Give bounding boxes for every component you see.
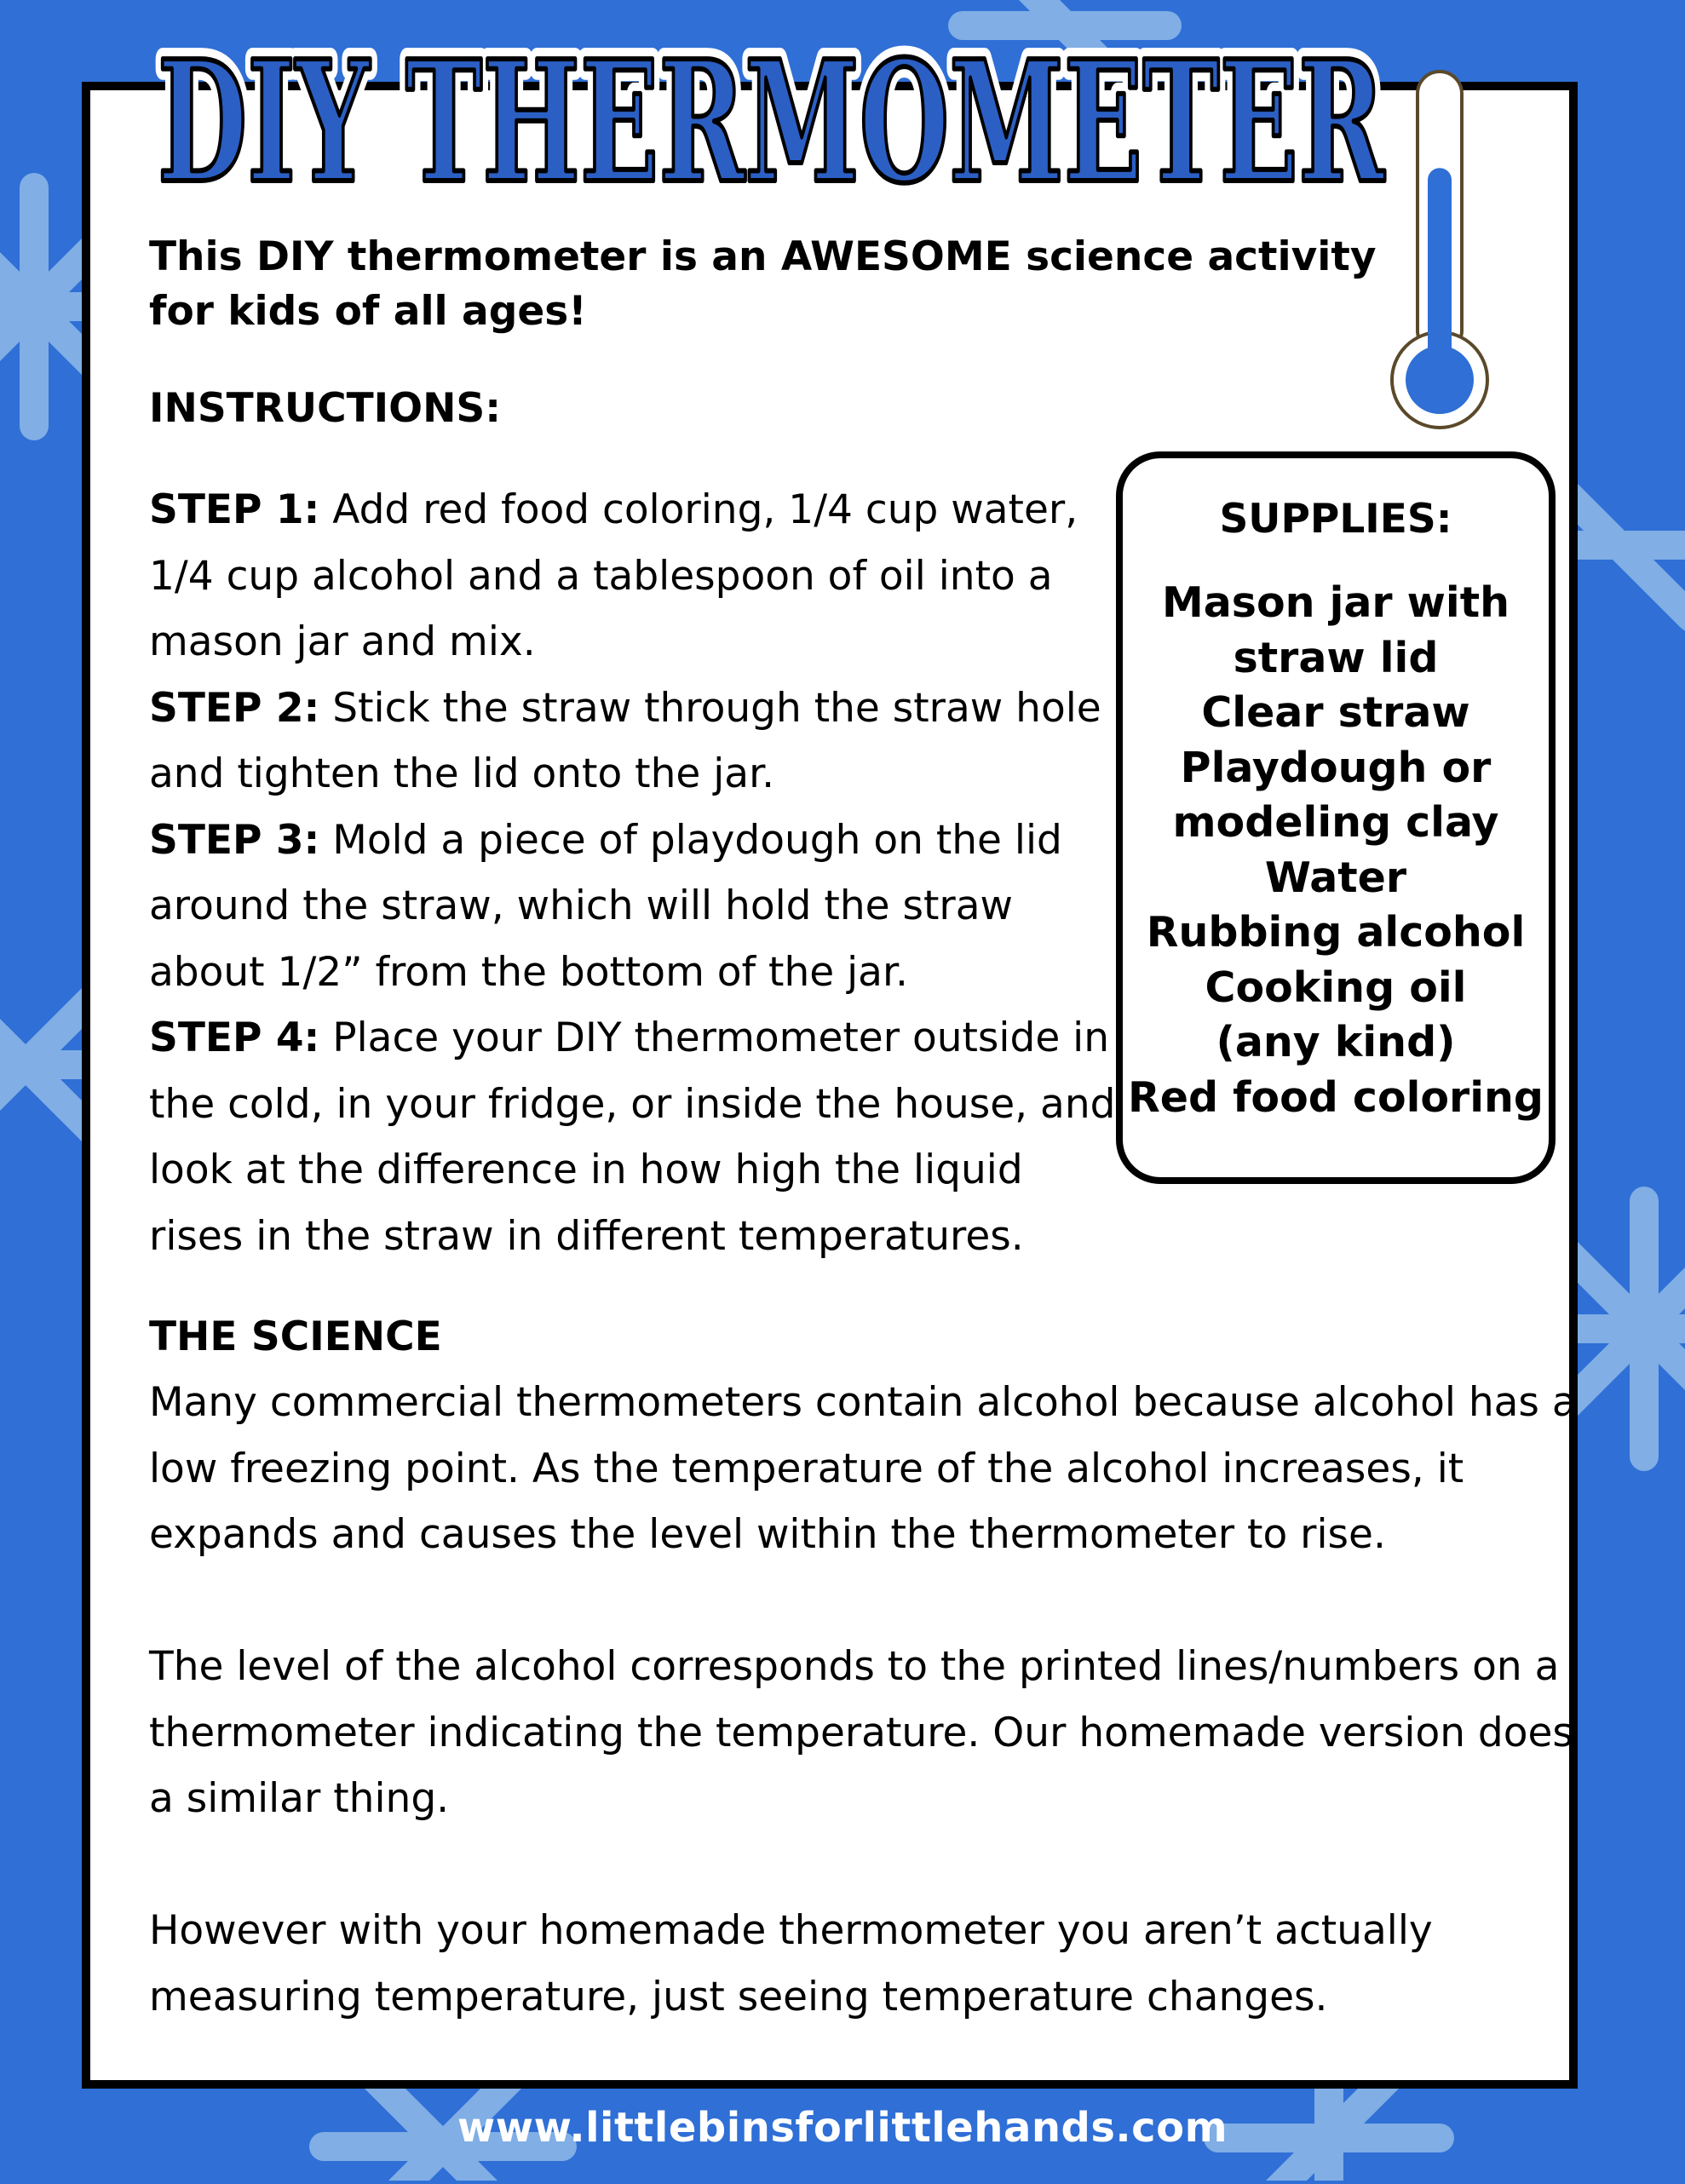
supply-item: Red food coloring xyxy=(1128,1072,1544,1122)
step-item xyxy=(149,808,1120,1006)
step-item xyxy=(149,1005,1120,1269)
supply-item: (any kind) xyxy=(1216,1018,1456,1066)
supplies-heading: SUPPLIES: xyxy=(1219,496,1452,543)
page-title: DIY THERMOMETER xyxy=(158,37,1386,208)
supply-item: Rubbing alcohol xyxy=(1146,908,1526,957)
science-paragraph: Many commercial thermometers contain alcohol because alcohol has a low freezing point. As the temperature of the alcohol increases, it expands and causes the level within the thermometer to rise. xyxy=(149,1379,1577,1558)
step-text: Place your DIY thermometer outside in the cold, in your fridge, or inside the house, and look at the difference in how high the liquid rises in the straw in different temperatures. xyxy=(149,1014,1116,1260)
supply-item: Playdough or xyxy=(1180,743,1492,792)
step-item xyxy=(149,477,1120,675)
step-label: STEP 4: xyxy=(149,1014,320,1061)
step-text: Stick the straw through the straw hole and tighten the lid onto the jar. xyxy=(149,684,1101,797)
step-text: Mold a piece of playdough on the lid around the straw, which will hold the straw about 1/2” from the bottom of the jar. xyxy=(149,816,1062,996)
step-item xyxy=(149,675,1120,808)
science-paragraph: The level of the alcohol corresponds to the printed lines/numbers on a thermometer indicating the temperature. Our homemade version does a similar thing. xyxy=(149,1643,1573,1822)
science-paragraph: However with your homemade thermometer you aren’t actually measuring temperature, just seeing temperature changes. xyxy=(149,1907,1433,2020)
supplies-list xyxy=(1123,576,1549,1125)
step-label: STEP 1: xyxy=(149,486,320,533)
step-label: STEP 3: xyxy=(149,816,320,864)
science-section xyxy=(149,1370,1589,2096)
step-text: Add red food coloring, 1/4 cup water, 1/4 cup alcohol and a tablespoon of oil into a mason jar and mix. xyxy=(149,486,1078,665)
supply-item: straw lid xyxy=(1233,633,1439,682)
supply-item: modeling clay xyxy=(1172,798,1499,847)
science-heading: THE SCIENCE xyxy=(149,1313,442,1360)
thermometer-graphic xyxy=(1389,66,1491,433)
title-banner xyxy=(145,37,1397,208)
supply-item: Mason jar with xyxy=(1161,578,1510,627)
supply-item: Water xyxy=(1264,853,1407,902)
thermometer-fill xyxy=(1428,168,1452,373)
title-graphic xyxy=(145,37,1397,208)
thermometer-bulb xyxy=(1406,346,1474,414)
supplies-box xyxy=(1116,451,1556,1184)
title-outline: DIY THERMOMETER xyxy=(158,37,1386,208)
supply-item: Cooking oil xyxy=(1205,963,1467,1012)
footer-url[interactable]: www.littlebinsforlittlehands.com xyxy=(457,2104,1228,2152)
instructions-heading: INSTRUCTIONS: xyxy=(149,385,502,432)
supply-item: Clear straw xyxy=(1201,688,1470,737)
steps-list xyxy=(149,477,1120,1269)
intro-text: This DIY thermometer is an AWESOME science activity for kids of all ages! xyxy=(149,233,1377,335)
thermometer-icon xyxy=(1389,66,1491,433)
step-label: STEP 2: xyxy=(149,684,320,732)
